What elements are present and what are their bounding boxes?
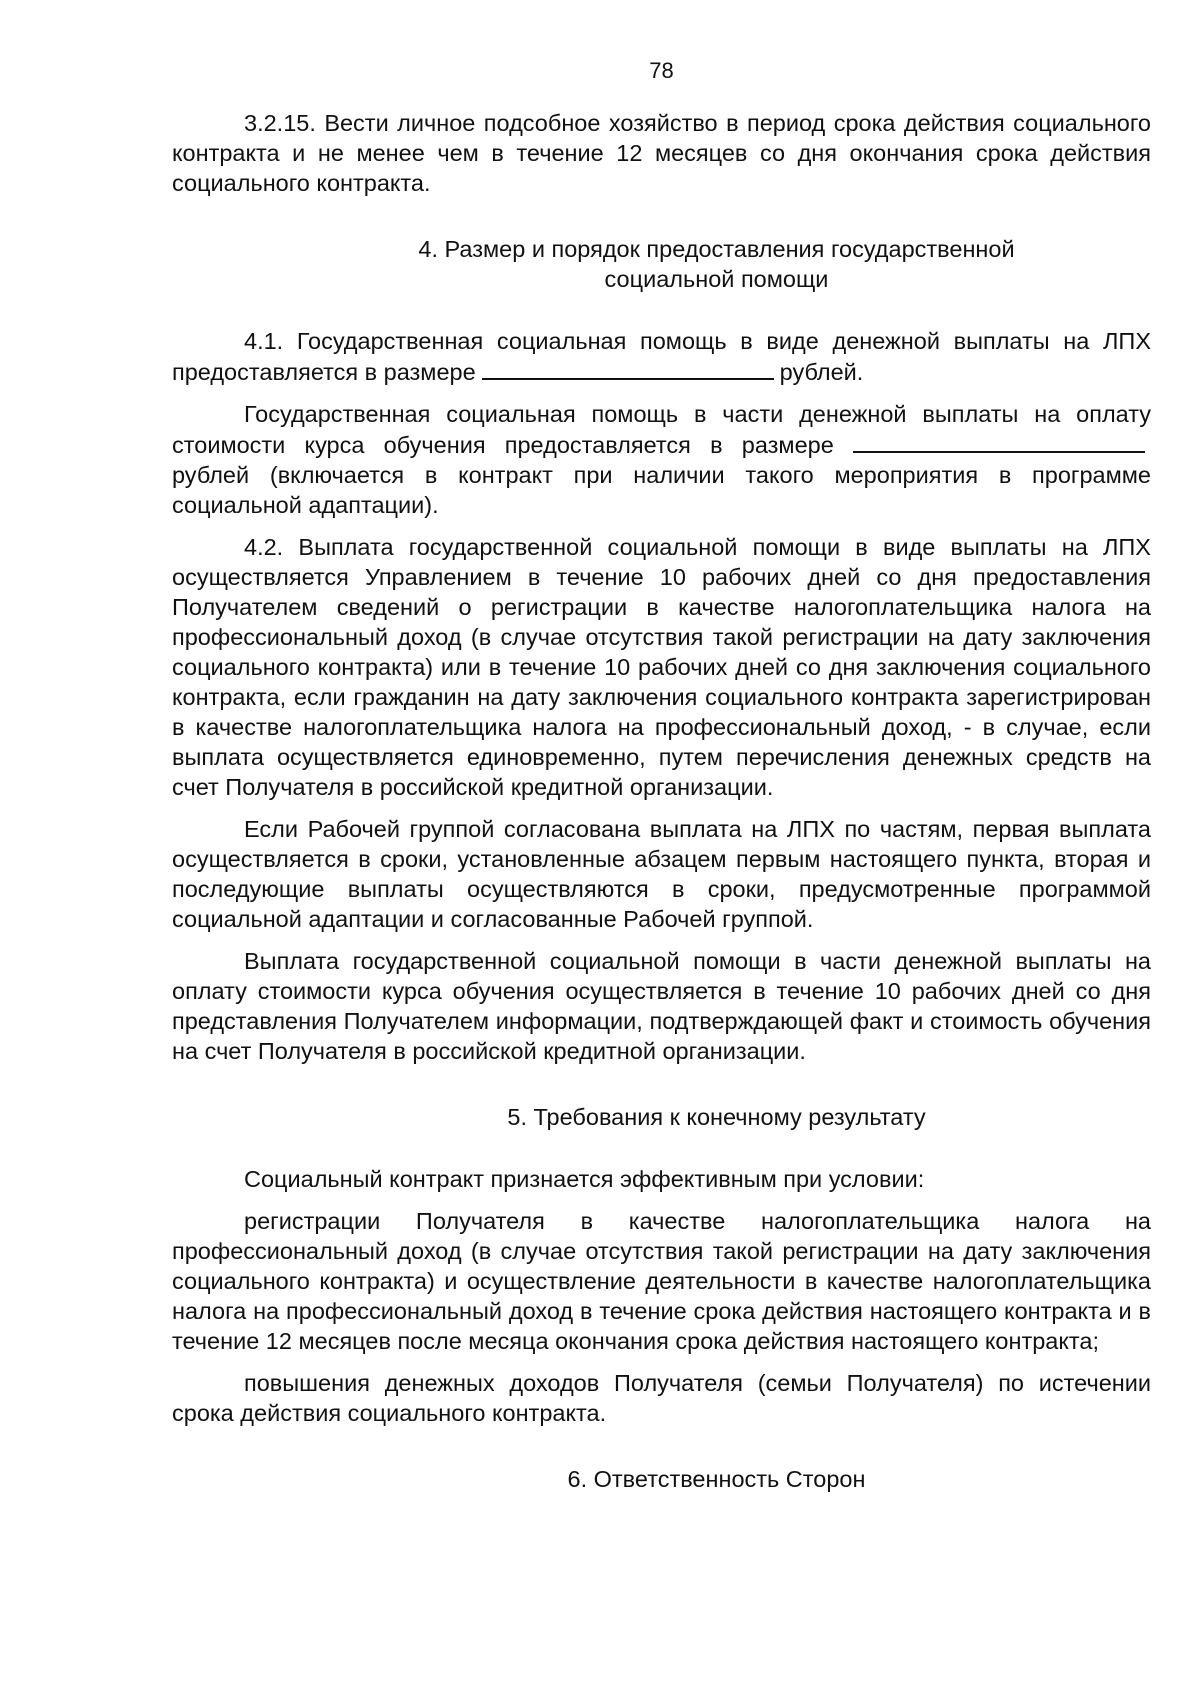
paragraph-income-condition: повышения денежных доходов Получателя (семьи Получателя) по истечении срока действия социального контракта.	[172, 1370, 1151, 1426]
section-4-title-line2: социальной помощи	[604, 266, 829, 292]
paragraph-training-end: рублей (включается в контракт при наличии такого мероприятия в программе социальной адаптации).	[172, 462, 1151, 518]
amount-blank-line	[482, 356, 774, 380]
paragraph-payment-parts: Если Рабочей группой согласована выплата на ЛПХ по частям, первая выплата осуществляется в сроки, установленные абзацем первым настоящего пункта, вторая и последующие выплаты осуществляются в сроки, предусмотренные программой социальной адаптации и согласованные Рабочей группой.	[172, 816, 1151, 932]
paragraph-3-2-15: 3.2.15. Вести личное подсобное хозяйство в период срока действия социального контракта и не менее чем в течение 12 месяцев со дня окончания срока действия социального контракта.	[172, 110, 1151, 196]
paragraph-4-1-end: рублей.	[779, 359, 864, 385]
paragraph-training-payment: Выплата государственной социальной помощи в части денежной выплаты на оплату стоимости курса обучения осуществляется в течение 10 рабочих дней со дня представления Получателем информации, подтверждающей факт и стоимость обучения на счет Получателя в российской кредитной организации.	[172, 948, 1151, 1064]
paragraph-registration-condition: регистрации Получателя в качестве налогоплательщика налога на профессиональный доход (в случае отсутствия такой регистрации на дату заключения социального контракта) и осуществление деятельности в качестве налогоплательщика налога на профессиональный доход в течение срока действия настоящего контракта и в течение 12 месяцев после месяца окончания срока действия настоящего контракта;	[172, 1208, 1151, 1354]
paragraph-training-text: Государственная социальная помощь в части денежной выплаты на оплату стоимости курса обучения предоставляется в размере	[172, 401, 1151, 458]
paragraph-4-2: 4.2. Выплата государственной социальной помощи в виде выплаты на ЛПХ осуществляется Управлением в течение 10 рабочих дней со дня предоставления Получателем сведений о регистрации в качестве налогоплательщика налога на профессиональный доход (в случае отсутствия такой регистрации на дату заключения социального контракта) или в течение 10 рабочих дней со дня заключения социального контракта, если гражданин на дату заключения социального контракта зарегистрирован в качестве налогоплательщика налога на профессиональный доход, - в случае, если выплата осуществляется единовременно, путем перечисления денежных средств на счет Получателя в российской кредитной организации.	[172, 534, 1151, 800]
paragraph-effective-intro: Социальный контракт признается эффективным при условии:	[244, 1166, 925, 1192]
section-5-heading: 5. Требования к конечному результату	[507, 1104, 926, 1130]
paragraph-4-1	[172, 326, 1151, 387]
page-number: 78	[649, 58, 674, 83]
section-6-heading: 6. Ответственность Сторон	[567, 1466, 866, 1492]
paragraph-training-amount	[172, 399, 1151, 520]
section-4-title-line1: 4. Размер и порядок предоставления государственной	[418, 236, 1015, 262]
section-4-heading	[172, 234, 1151, 294]
paragraph-4-1-text: 4.1. Государственная социальная помощь в виде денежной выплаты на ЛПХ предоставляется в размере	[172, 328, 1151, 385]
training-amount-blank-line	[853, 429, 1145, 453]
